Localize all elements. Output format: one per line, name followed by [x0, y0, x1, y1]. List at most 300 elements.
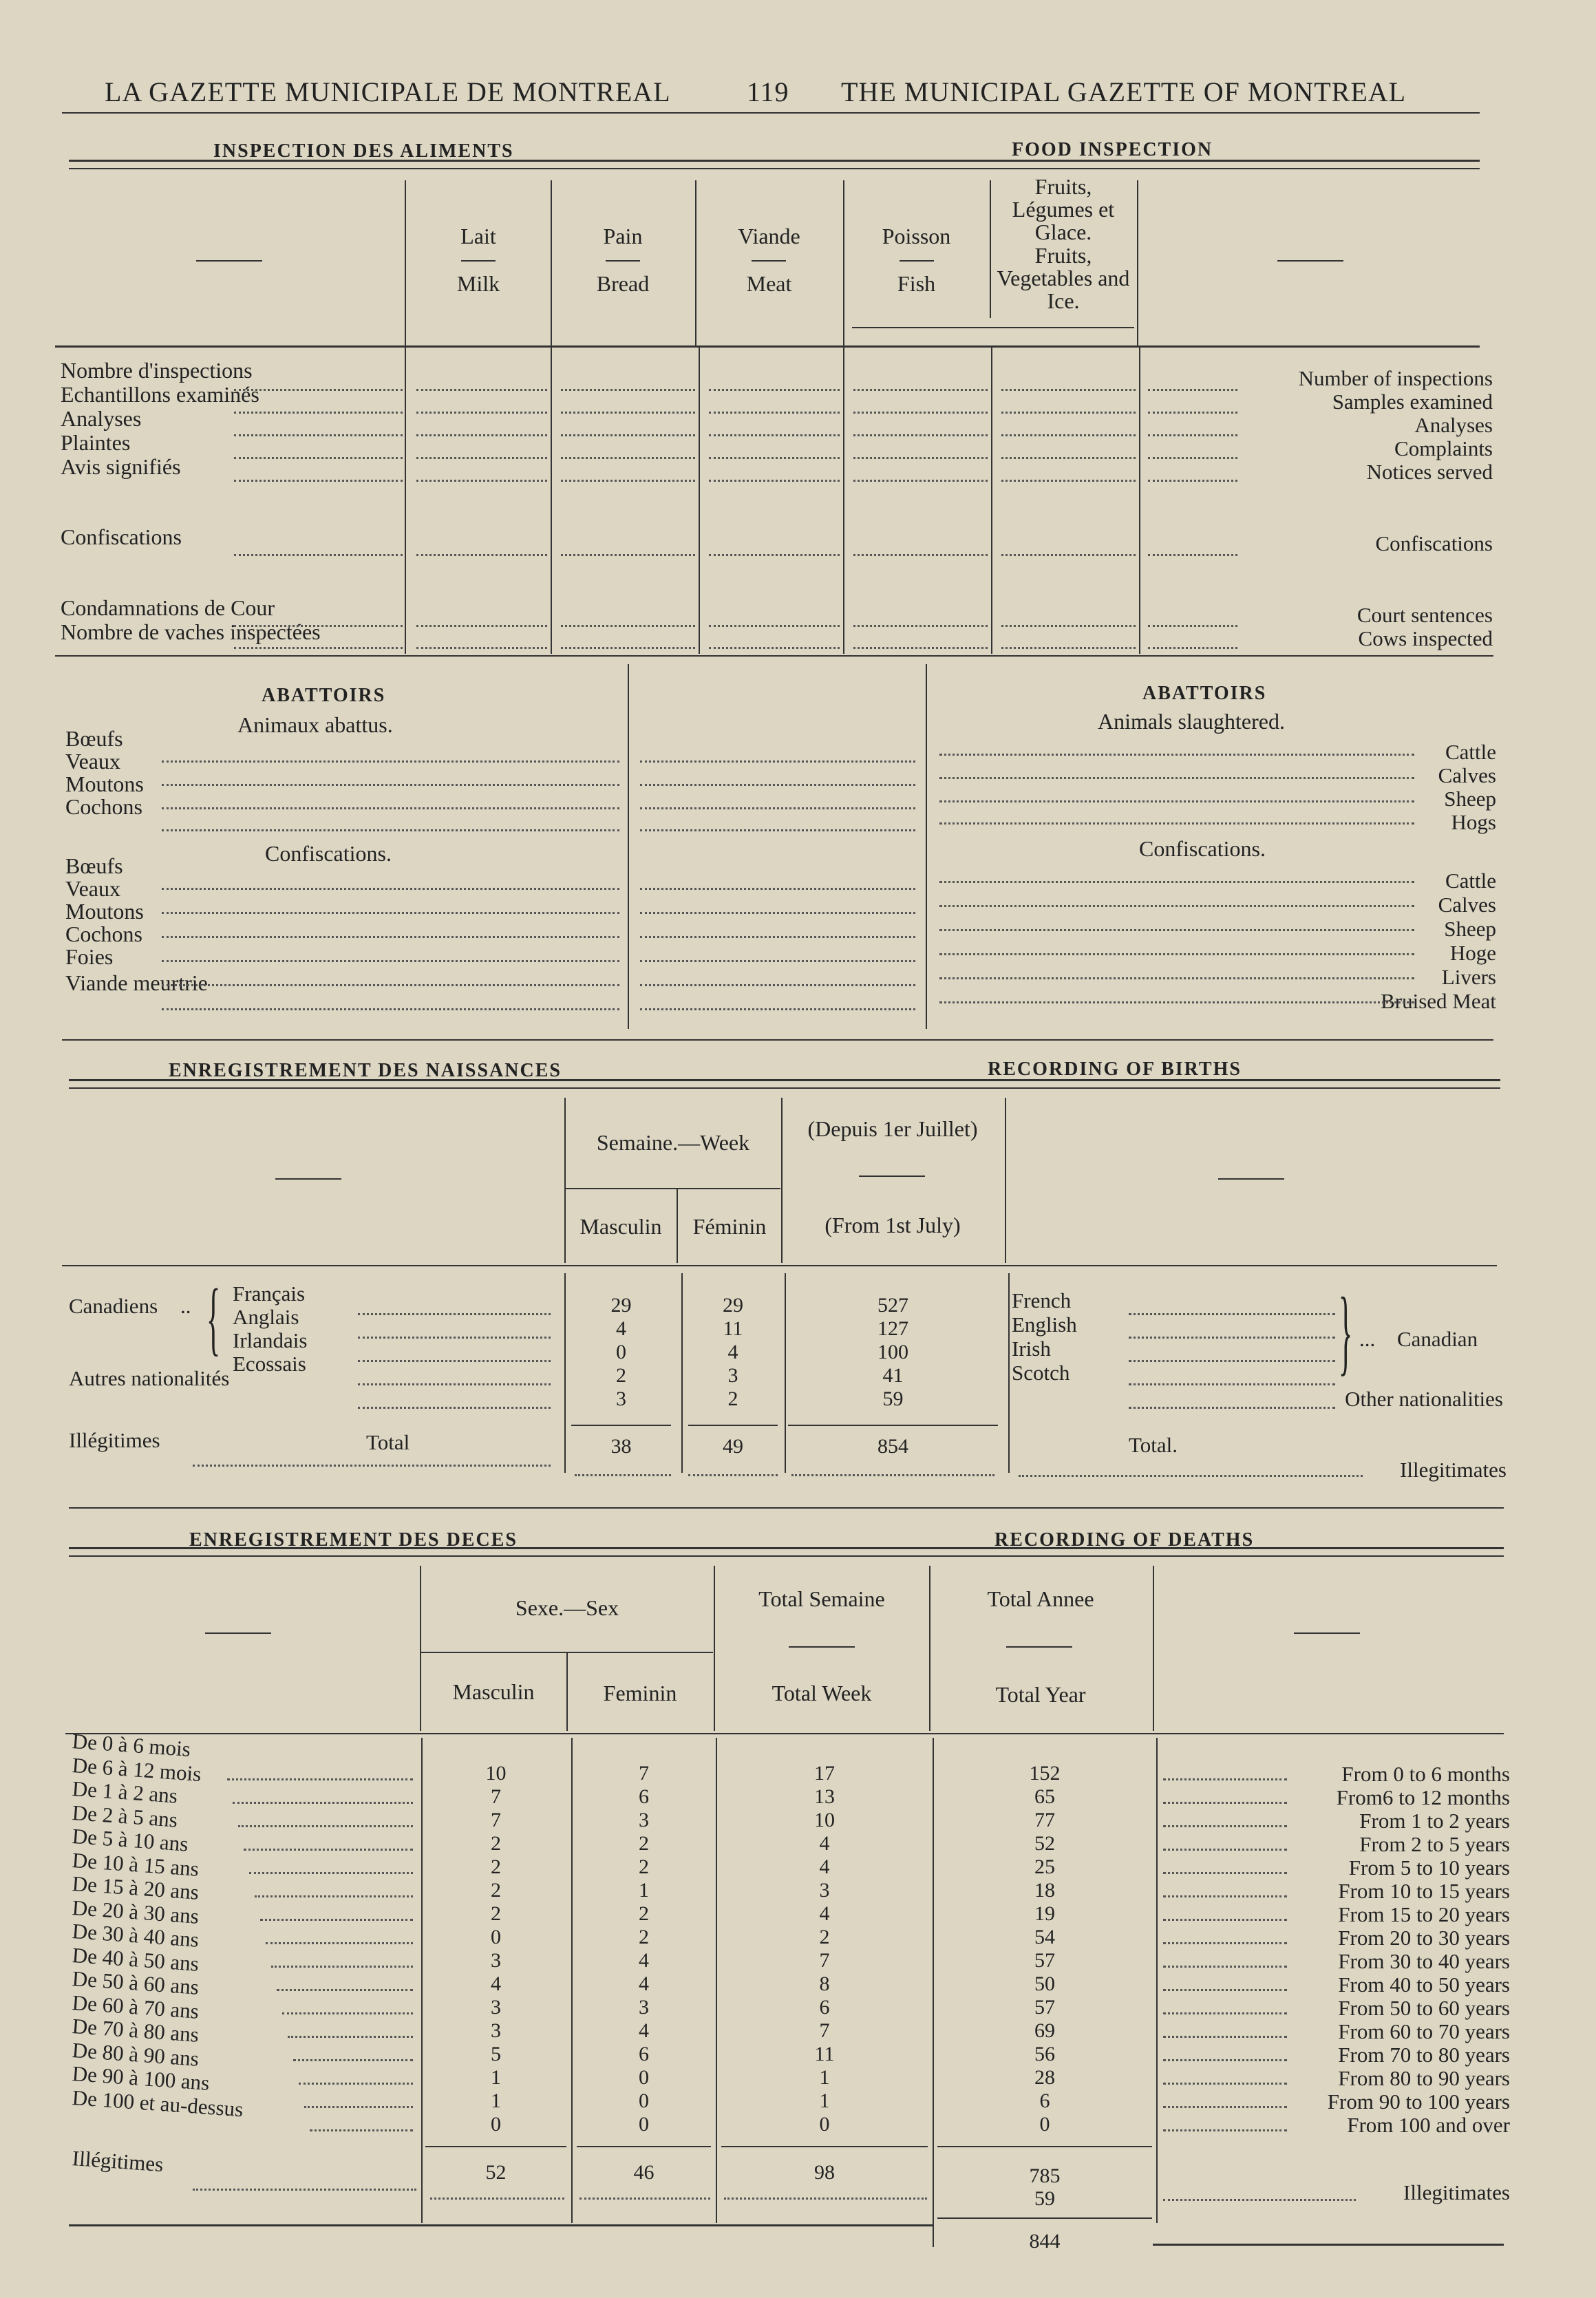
leader-dots — [640, 936, 915, 938]
leader-dots — [853, 434, 988, 436]
food-col-divider — [843, 180, 844, 345]
deaths-bottom-rule — [69, 2224, 933, 2226]
deaths-row-en: From 0 to 6 months — [1341, 1762, 1510, 1786]
leader-dots — [430, 2198, 564, 2200]
col-fruits-en: Fruits, Vegetables and Ice. — [997, 243, 1130, 313]
leader-dots — [416, 434, 547, 436]
abattoirs-title-en: ABATTOIRS — [1142, 683, 1267, 704]
abattoir-conf-fr: Moutons — [65, 899, 144, 924]
abattoirs-sub2-en: Confiscations. — [1139, 836, 1266, 861]
deaths-year-en: Total Year — [995, 1682, 1086, 1707]
leader-dots — [266, 1942, 413, 1944]
leader-dots — [162, 912, 619, 914]
births-row-en: Other nationalities — [1345, 1387, 1503, 1411]
deaths-divider — [1153, 1566, 1154, 1731]
leader-dots — [709, 434, 840, 436]
leader-dots — [416, 625, 547, 627]
deaths-week-value: 11 — [814, 2043, 835, 2065]
leader-dots — [293, 2059, 413, 2061]
leader-dots — [1001, 434, 1136, 436]
leader-dots — [1148, 625, 1237, 627]
abattoirs-sub1-fr: Animaux abattus. — [237, 712, 393, 737]
food-row-fr: Echantillons examinés — [61, 382, 259, 407]
deaths-male-value: 2 — [491, 1855, 501, 1878]
deaths-female-value: 3 — [639, 1809, 649, 1831]
leader-dots — [162, 936, 619, 938]
food-col-divider — [405, 348, 406, 654]
abattoir-conf-fr: Bœufs — [65, 853, 123, 878]
abattoir-bottom-rule — [62, 1039, 1493, 1041]
deaths-row-fr: De 100 et au-dessus — [71, 2085, 244, 2121]
leader-dots — [561, 412, 695, 414]
births-male-value: 2 — [616, 1364, 626, 1387]
leader-dots — [288, 2036, 413, 2038]
leader-dots — [853, 389, 988, 391]
deaths-week-value: 2 — [819, 1926, 830, 1948]
deaths-row-en: From 100 and over — [1347, 2113, 1510, 2137]
leader-dots — [1148, 647, 1237, 649]
food-col-divider — [551, 348, 552, 654]
leader-dots — [282, 2012, 413, 2014]
leader-dots — [1163, 2083, 1287, 2085]
leader-dots — [939, 754, 1414, 756]
births-total-fr: Total — [366, 1430, 410, 1454]
col-sep-dash — [461, 260, 496, 262]
deaths-year-value: 28 — [1034, 2066, 1055, 2089]
deaths-female-value: 2 — [639, 1832, 649, 1855]
deaths-week-value: 1 — [819, 2066, 830, 2089]
leader-dots — [1163, 2059, 1287, 2061]
leader-dots — [1001, 457, 1136, 459]
food-col-divider — [991, 348, 992, 654]
deaths-female-value: 0 — [639, 2113, 649, 2136]
food-col-divider — [1137, 180, 1138, 345]
deaths-divider — [571, 1738, 573, 2223]
abattoir-conf-en: Livers — [1441, 965, 1496, 989]
leader-dots — [1019, 1475, 1363, 1477]
deaths-male-value: 1 — [491, 2066, 501, 2089]
births-illeg-fr: Illégitimes — [69, 1428, 160, 1452]
leader-dots — [162, 984, 619, 986]
deaths-total-week: 98 — [814, 2161, 835, 2184]
deaths-total-female: 46 — [633, 2161, 655, 2184]
births-row-fr: Anglais — [233, 1305, 299, 1329]
deaths-row-fr: De 80 à 90 ans — [71, 2037, 200, 2071]
births-total-year: 854 — [877, 1435, 908, 1458]
deaths-row-fr: De 30 à 40 ans — [71, 1919, 200, 1952]
leader-dots — [271, 1966, 413, 1968]
leader-dots — [709, 457, 840, 459]
food-col-divider — [843, 348, 844, 654]
deaths-blank-dash-left — [205, 1632, 271, 1634]
food-title-fr: INSPECTION DES ALIMENTS — [213, 140, 514, 162]
deaths-year-value: 77 — [1034, 1809, 1055, 1831]
deaths-top-rule-2 — [69, 1555, 1504, 1557]
deaths-week-value: 7 — [819, 2019, 830, 2042]
births-divider — [1005, 1098, 1006, 1263]
abattoir-row-fr: Moutons — [65, 772, 144, 796]
leader-dots — [238, 1825, 413, 1827]
abattoir-conf-fr: Viande meurtrie — [65, 970, 208, 995]
births-sum-rule — [571, 1425, 671, 1426]
births-group-dots: .. — [180, 1294, 191, 1318]
births-row-fr: Français — [233, 1281, 306, 1306]
col-bread-fr: Pain — [603, 224, 643, 248]
births-sum-rule — [688, 1425, 778, 1426]
leader-dots — [299, 2083, 413, 2085]
col-sep-dash — [752, 260, 786, 262]
deaths-year-value: 0 — [1039, 2113, 1050, 2136]
births-year-value: 41 — [882, 1364, 904, 1387]
leader-dots — [579, 2198, 710, 2200]
leader-dots — [1129, 1383, 1335, 1385]
deaths-row-fr: De 5 à 10 ans — [71, 1824, 189, 1856]
leader-dots — [561, 554, 695, 556]
leader-dots — [1148, 434, 1237, 436]
deaths-row-en: From 40 to 50 years — [1338, 1972, 1510, 1997]
food-row-en: Number of inspections — [1298, 366, 1493, 390]
births-female-value: 29 — [723, 1294, 743, 1317]
births-brace-right: } — [1339, 1278, 1353, 1385]
header-rule — [62, 112, 1480, 114]
deaths-female-value: 2 — [639, 1855, 649, 1878]
births-row-en: French — [1012, 1288, 1072, 1312]
deaths-male-value: 2 — [491, 1879, 501, 1902]
deaths-divider — [714, 1566, 715, 1731]
deaths-year-value: 54 — [1034, 1926, 1055, 1948]
leader-dots — [939, 777, 1414, 779]
deaths-sex-header: Sexe.—Sex — [515, 1595, 619, 1620]
leader-dots — [853, 625, 988, 627]
deaths-male-header: Masculin — [452, 1679, 535, 1704]
deaths-female-value: 0 — [639, 2066, 649, 2089]
deaths-female-value: 1 — [639, 1879, 649, 1902]
food-row-fr: Nombre d'inspections — [61, 358, 253, 383]
deaths-row-en: From6 to 12 months — [1336, 1785, 1510, 1809]
leader-dots — [162, 807, 619, 809]
deaths-row-fr: De 40 à 50 ans — [71, 1942, 200, 1976]
deaths-row-en: From 10 to 15 years — [1338, 1879, 1510, 1903]
leader-dots — [1163, 2199, 1356, 2201]
deaths-week-value: 13 — [814, 1785, 835, 1808]
leader-dots — [1163, 1989, 1287, 1991]
col-fruits-fr: Fruits, Légumes et Glace. — [1012, 174, 1115, 244]
leader-dots — [234, 647, 403, 649]
leader-dots — [709, 554, 840, 556]
deaths-week-value: 6 — [819, 1996, 830, 2019]
col-sep-dash — [606, 260, 640, 262]
leader-dots — [260, 1919, 413, 1921]
leader-dots — [709, 480, 840, 482]
food-col-divider — [699, 348, 700, 654]
births-group-dots-en: ... — [1359, 1327, 1376, 1351]
births-title-en: RECORDING OF BIRTHS — [988, 1058, 1242, 1080]
abattoir-row-en: Hogs — [1451, 810, 1496, 834]
deaths-year-fr: Total Annee — [987, 1586, 1094, 1611]
deaths-row-en: From 80 to 90 years — [1338, 2066, 1510, 2090]
deaths-male-value: 0 — [491, 1926, 501, 1948]
deaths-year-value: 152 — [1029, 1762, 1061, 1785]
leader-dots — [640, 829, 915, 831]
deaths-year-value: 25 — [1034, 1855, 1055, 1878]
births-female-header: Féminin — [692, 1214, 767, 1239]
births-year-value: 59 — [882, 1387, 904, 1410]
leader-dots — [1163, 1778, 1287, 1780]
col-sep-dash — [900, 260, 934, 262]
births-since-en: (From 1st July) — [824, 1213, 961, 1237]
food-col-divider — [405, 180, 406, 345]
deaths-illeg-year: 59 — [1034, 2187, 1055, 2210]
leader-dots — [162, 784, 619, 786]
leader-dots — [561, 647, 695, 649]
leader-dots — [277, 1989, 413, 1991]
deaths-blank-dash-right — [1294, 1632, 1360, 1634]
leader-dots — [358, 1337, 551, 1339]
deaths-male-value: 2 — [491, 1832, 501, 1855]
deaths-row-fr: De 90 à 100 ans — [71, 2061, 211, 2095]
food-row-fr: Confiscations — [61, 524, 182, 549]
leader-dots — [561, 625, 695, 627]
leader-dots — [1001, 412, 1136, 414]
leader-dots — [1001, 389, 1136, 391]
deaths-title-en: RECORDING OF DEATHS — [994, 1529, 1255, 1551]
leader-dots — [939, 881, 1414, 883]
deaths-male-value: 0 — [491, 2113, 501, 2136]
abattoir-conf-en: Sheep — [1444, 917, 1496, 941]
leader-dots — [304, 2106, 413, 2108]
leader-dots — [640, 960, 915, 962]
deaths-year-value: 50 — [1034, 1972, 1055, 1995]
births-row-fr: Ecossais — [233, 1352, 306, 1376]
leader-dots — [1129, 1360, 1335, 1362]
births-row-en: Scotch — [1012, 1361, 1070, 1385]
deaths-illeg-fr: Illégitimes — [71, 2146, 164, 2177]
col-milk-fr: Lait — [460, 224, 496, 248]
deaths-year-value: 6 — [1039, 2089, 1050, 2112]
deaths-row-en: From 5 to 10 years — [1348, 1855, 1510, 1880]
abattoir-conf-en: Bruised Meat — [1381, 989, 1496, 1013]
leader-dots — [853, 554, 988, 556]
leader-dots — [1148, 554, 1237, 556]
deaths-week-value: 8 — [819, 1972, 830, 1995]
leader-dots — [234, 434, 403, 436]
leader-dots — [227, 1778, 413, 1780]
col-fish-fr: Poisson — [882, 224, 951, 248]
births-divider — [785, 1273, 786, 1473]
col-milk-en: Milk — [456, 271, 500, 296]
births-blank-dash-left — [275, 1178, 341, 1180]
leader-dots — [640, 760, 915, 763]
leader-dots — [939, 905, 1414, 907]
leader-dots — [234, 480, 403, 482]
leader-dots — [709, 412, 840, 414]
births-total-female: 49 — [723, 1435, 743, 1458]
leader-dots — [640, 1008, 915, 1010]
abattoirs-sub1-en: Animals slaughtered. — [1098, 709, 1285, 734]
deaths-title-fr: ENREGISTREMENT DES DECES — [189, 1529, 518, 1551]
births-brace-left: { — [206, 1272, 221, 1363]
births-female-value: 3 — [727, 1364, 738, 1387]
food-row-fr: Condamnations de Cour — [61, 595, 275, 620]
births-sum-rule — [788, 1425, 998, 1426]
leader-dots — [1129, 1337, 1335, 1339]
deaths-year-value: 69 — [1034, 2019, 1055, 2042]
leader-dots — [640, 784, 915, 786]
leader-dots — [1163, 1802, 1287, 1804]
col-meat-fr: Viande — [738, 224, 800, 248]
deaths-female-value: 6 — [639, 1785, 649, 1808]
births-header-rule — [62, 1265, 1497, 1266]
deaths-row-fr: De 1 à 2 ans — [71, 1776, 179, 1808]
leader-dots — [939, 977, 1414, 979]
leader-dots — [939, 800, 1414, 802]
food-row-en: Analyses — [1414, 413, 1493, 437]
deaths-row-en: From 15 to 20 years — [1338, 1902, 1510, 1926]
leader-dots — [1001, 625, 1136, 627]
food-row-en: Confiscations — [1375, 531, 1493, 555]
leader-dots — [234, 554, 403, 556]
food-col-divider — [990, 180, 991, 318]
deaths-male-value: 3 — [491, 1996, 501, 2019]
deaths-row-fr: De 50 à 60 ans — [71, 1966, 200, 1999]
deaths-total-male: 52 — [485, 2161, 507, 2184]
abattoir-row-en: Cattle — [1445, 740, 1496, 764]
leader-dots — [162, 960, 619, 962]
leader-dots — [1163, 1849, 1287, 1851]
deaths-female-value: 2 — [639, 1902, 649, 1925]
leader-dots — [1163, 1942, 1287, 1944]
leader-dots — [1001, 647, 1136, 649]
births-row-fr: Autres nationalités — [69, 1366, 230, 1390]
deaths-total-year: 785 — [1029, 2164, 1061, 2187]
abattoirs-sub2-fr: Confiscations. — [265, 841, 392, 866]
leader-dots — [233, 1802, 413, 1804]
abattoir-conf-fr: Cochons — [65, 922, 142, 946]
food-bottom-rule — [55, 655, 1493, 657]
deaths-sum-rule — [937, 2146, 1152, 2147]
births-group-en: Canadian — [1397, 1327, 1478, 1351]
abattoir-divider — [628, 664, 629, 1029]
deaths-male-value: 2 — [491, 1902, 501, 1925]
deaths-bottom-rule — [1153, 2244, 1504, 2246]
births-title-fr: ENREGISTREMENT DES NAISSANCES — [169, 1060, 562, 1081]
leader-dots — [724, 2198, 927, 2200]
births-year-value: 100 — [877, 1341, 908, 1363]
leader-dots — [249, 1872, 413, 1874]
col-bread-en: Bread — [596, 271, 650, 296]
deaths-week-value: 4 — [819, 1832, 830, 1855]
leader-dots — [416, 480, 547, 482]
leader-dots — [939, 822, 1414, 824]
abattoir-row-en: Sheep — [1444, 787, 1496, 811]
deaths-female-value: 7 — [639, 1762, 649, 1785]
abattoir-row-en: Calves — [1438, 763, 1496, 787]
leader-dots — [358, 1383, 551, 1385]
leader-dots — [358, 1313, 551, 1315]
deaths-year-value: 19 — [1034, 1902, 1055, 1925]
deaths-divider — [1156, 1738, 1158, 2223]
food-col-divider — [1139, 348, 1140, 654]
deaths-week-value: 4 — [819, 1902, 830, 1925]
deaths-female-value: 3 — [639, 1996, 649, 2019]
leader-dots — [1163, 2129, 1287, 2131]
abattoir-conf-fr: Veaux — [65, 876, 120, 901]
births-top-rule-2 — [69, 1087, 1500, 1089]
deaths-male-value: 7 — [491, 1785, 501, 1808]
abattoir-conf-en: Calves — [1438, 893, 1496, 917]
births-row-en: English — [1012, 1312, 1077, 1337]
deaths-female-header: Feminin — [603, 1681, 677, 1705]
leader-dots — [416, 412, 547, 414]
col-meat-en: Meat — [746, 271, 792, 296]
births-female-value: 2 — [727, 1387, 738, 1410]
deaths-row-fr: De 15 à 20 ans — [71, 1871, 200, 1904]
deaths-week-en: Total Week — [772, 1681, 872, 1705]
deaths-male-value: 3 — [491, 2019, 501, 2042]
leader-dots — [853, 412, 988, 414]
abattoir-row-fr: Veaux — [65, 749, 120, 774]
deaths-week-value: 4 — [819, 1855, 830, 1878]
abattoir-conf-fr: Foies — [65, 944, 114, 969]
births-total-male: 38 — [610, 1435, 632, 1458]
births-male-value: 4 — [616, 1317, 626, 1340]
leader-dots — [1163, 1825, 1287, 1827]
leader-dots — [1148, 480, 1237, 482]
food-blank-dash-right — [1277, 260, 1343, 262]
births-blank-dash-right — [1218, 1178, 1284, 1180]
food-row-en: Complaints — [1394, 436, 1493, 460]
deaths-sex-rule — [421, 1652, 713, 1653]
deaths-sum-rule — [577, 2146, 711, 2147]
births-divider — [681, 1273, 683, 1473]
deaths-row-fr: De 70 à 80 ans — [71, 2014, 200, 2047]
leader-dots — [255, 1895, 413, 1897]
leader-dots — [640, 807, 915, 809]
deaths-year-value: 18 — [1034, 1879, 1055, 1902]
deaths-week-value: 10 — [814, 1809, 835, 1831]
deaths-year-dash — [1006, 1646, 1072, 1648]
leader-dots — [358, 1407, 551, 1409]
food-col-divider — [695, 180, 696, 345]
deaths-female-value: 4 — [639, 1972, 649, 1995]
abattoirs-title-fr: ABATTOIRS — [262, 685, 386, 706]
deaths-week-value: 1 — [819, 2089, 830, 2112]
births-since-dash — [859, 1175, 925, 1177]
deaths-row-en: From 50 to 60 years — [1338, 1996, 1510, 2020]
deaths-row-fr: De 60 à 70 ans — [71, 1990, 200, 2023]
deaths-divider — [716, 1738, 717, 2223]
births-female-value: 4 — [727, 1341, 738, 1363]
births-week-header: Semaine.—Week — [596, 1130, 750, 1155]
leader-dots — [939, 1001, 1414, 1003]
leader-dots — [853, 457, 988, 459]
leader-dots — [640, 888, 915, 890]
leader-dots — [1163, 1919, 1287, 1921]
fish-fruits-brace — [852, 327, 1134, 328]
abattoir-divider — [926, 664, 927, 1029]
deaths-female-value: 0 — [639, 2089, 649, 2112]
leader-dots — [193, 2189, 416, 2191]
food-row-fr: Plaintes — [61, 430, 131, 455]
leader-dots — [1163, 1895, 1287, 1897]
deaths-row-en: From 1 to 2 years — [1359, 1809, 1510, 1833]
page-number: 119 — [747, 76, 789, 107]
births-year-value: 127 — [877, 1317, 908, 1340]
leader-dots — [561, 457, 695, 459]
leader-dots — [709, 647, 840, 649]
leader-dots — [193, 1465, 551, 1467]
food-row-fr: Analyses — [61, 406, 142, 431]
